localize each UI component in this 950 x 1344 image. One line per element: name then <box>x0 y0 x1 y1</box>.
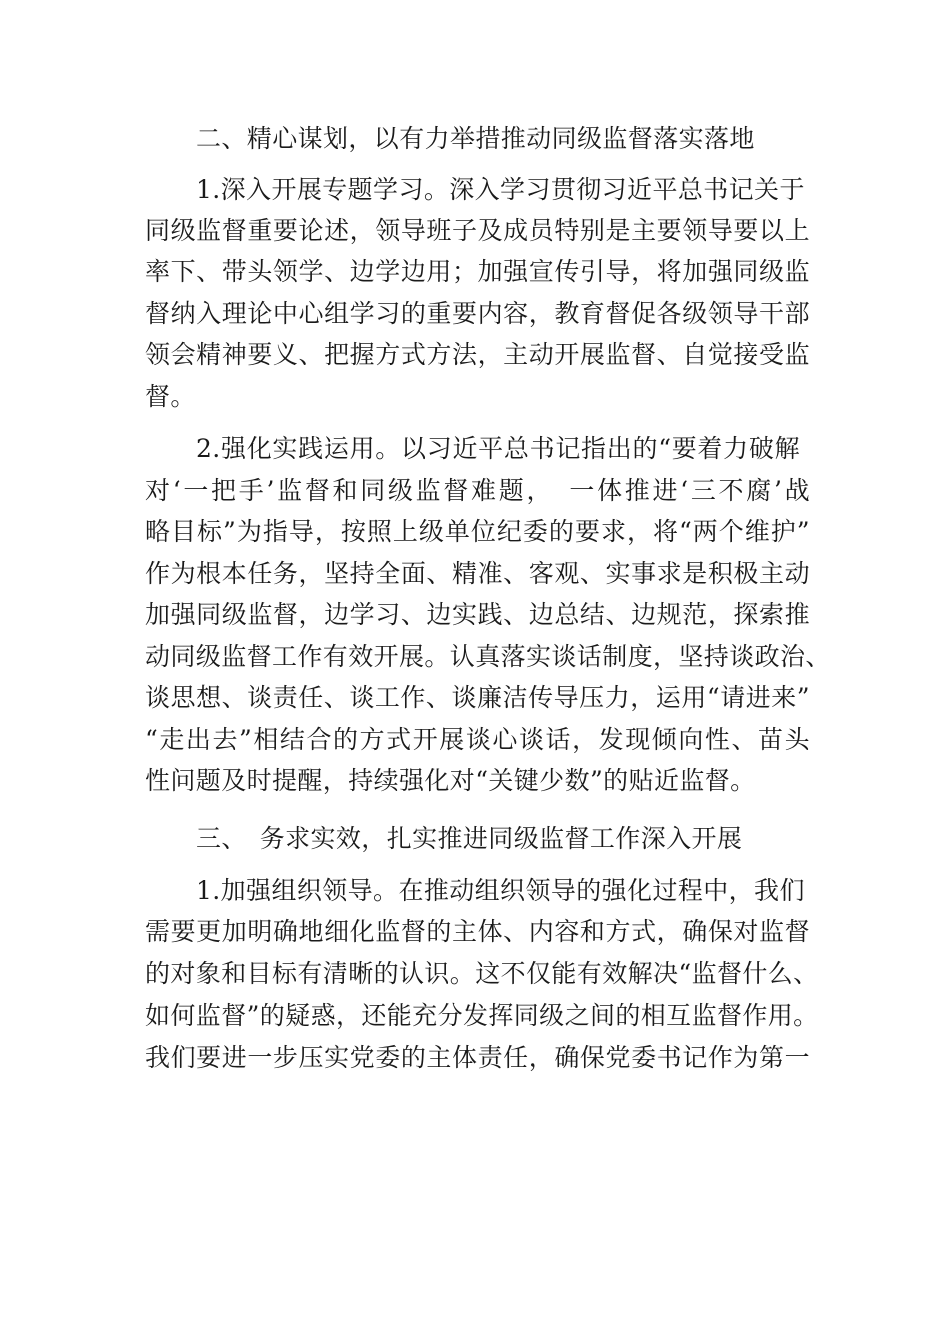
paragraph-line: 1.加强组织领导。在推动组织领导的强化过程中，我们 <box>196 876 805 905</box>
paragraph-line: 督。 <box>145 382 196 411</box>
section-heading-2: 二、精心谋划，以有力举措推动同级监督落实落地 <box>196 124 755 153</box>
paragraph-line: 对‘一把手’监督和同级监督难题， 一体推进‘三不腐’战 <box>145 476 810 505</box>
paragraph-line: 略目标”为指导，按照上级单位纪委的要求，将“两个维护” <box>145 517 810 546</box>
paragraph-line: 我们要进一步压实党委的主体责任，确保党委书记作为第一 <box>145 1043 810 1072</box>
paragraph-line: 1.深入开展专题学习。深入学习贯彻习近平总书记关于 <box>196 175 805 204</box>
paragraph-line: 同级监督重要论述，领导班子及成员特别是主要领导要以上 <box>145 216 810 245</box>
paragraph-line: 领会精神要义、把握方式方法，主动开展监督、自觉接受监 <box>145 340 810 369</box>
paragraph-line: 需要更加明确地细化监督的主体、内容和方式，确保对监督 <box>145 917 810 946</box>
section-heading-3: 三、 务求实效，扎实推进同级监督工作深入开展 <box>196 824 743 853</box>
paragraph-line: 谈思想、谈责任、谈工作、谈廉洁传导压力，运用“请进来” <box>145 683 810 712</box>
paragraph-line: 率下、带头领学、边学边用；加强宣传引导，将加强同级监 <box>145 257 810 286</box>
paragraph-line: 作为根本任务，坚持全面、精准、客观、实事求是积极主动 <box>145 559 810 588</box>
paragraph-line: “走出去”相结合的方式开展谈心谈话，发现倾向性、苗头 <box>145 725 810 754</box>
paragraph-line: 督纳入理论中心组学习的重要内容，教育督促各级领导干部 <box>145 299 810 328</box>
paragraph-line: 加强同级监督，边学习、边实践、边总结、边规范，探索推 <box>145 600 810 629</box>
paragraph-line: 如何监督”的疑惑，还能充分发挥同级之间的相互监督作用。 <box>145 1001 819 1030</box>
paragraph-line: 2.强化实践运用。以习近平总书记指出的“要着力破解 <box>196 434 800 463</box>
paragraph-line: 动同级监督工作有效开展。认真落实谈话制度，坚持谈政治、 <box>145 642 831 671</box>
paragraph-line: 的对象和目标有清晰的认识。这不仅能有效解决“监督什么、 <box>145 959 819 988</box>
paragraph-line: 性问题及时提醒，持续强化对“关键少数”的贴近监督。 <box>145 766 756 795</box>
